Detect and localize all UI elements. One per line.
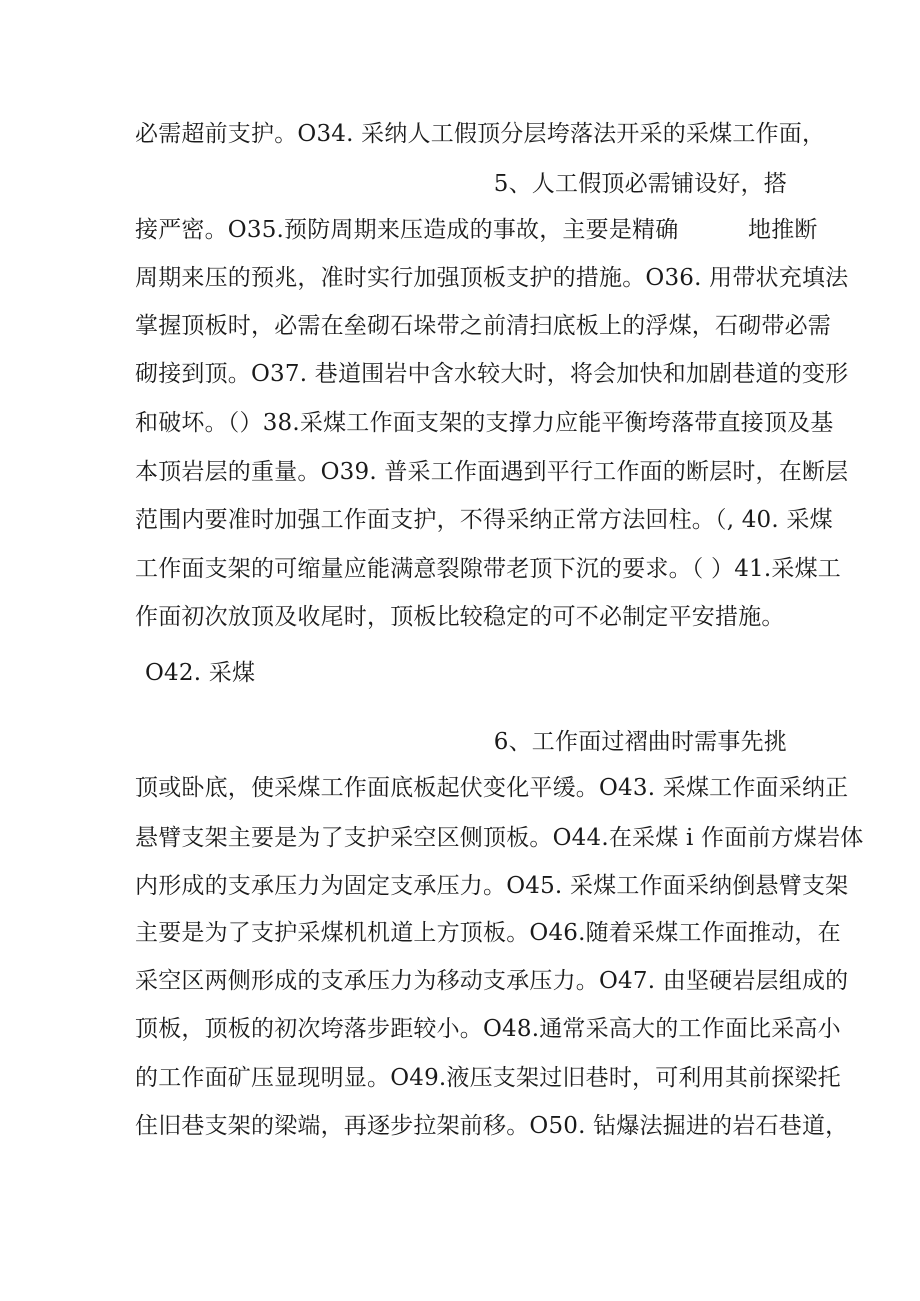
text-line-17: 主要是为了支护采煤机机道上方顶板。O46.随着采煤工作面推动，在 (135, 920, 841, 946)
text-line-9: 范围内要准时加强工作面支护，不得采纳正常方法回柱。（, 40. 采煤 (135, 507, 833, 533)
text-line-12: O42. 采煤 (145, 660, 256, 686)
text-line-5: 掌握顶板时，必需在垒砌石垛带之前清扫底板上的浮煤，石砌带必需 (135, 313, 831, 339)
text-line-2: 5、人工假顶必需铺设好，搭 (493, 171, 787, 197)
text-line-7: 和破坏。（）38.采煤工作面支架的支撑力应能平衡垮落带直接顶及基 (135, 410, 834, 436)
text-line-6: 砌接到顶。O37. 巷道围岩中含水较大时，将会加快和加剧巷道的变形 (135, 361, 849, 387)
text-line-3: 接严密。O35.预防周期来压造成的事故，主要是精确 地推断 (135, 217, 818, 243)
text-line-11: 作面初次放顶及收尾时，顶板比较稳定的可不必制定平安措施。 (135, 604, 785, 630)
text-line-16: 内形成的支承压力为固定支承压力。O45. 采煤工作面采纳倒悬臂支架 (135, 873, 849, 899)
text-line-13: 6、工作面过褶曲时需事先挑 (493, 729, 787, 755)
text-line-1: 必需超前支护。O34. 采纳人工假顶分层垮落法开采的采煤工作面， (135, 121, 826, 147)
text-line-15: 悬臂支架主要是为了支护采空区侧顶板。O44.在采煤 i 作面前方煤岩体 (135, 825, 864, 851)
text-line-10: 工作面支架的可缩量应能满意裂隙带老顶下沉的要求。（ ）41.采煤工 (135, 556, 841, 582)
text-line-19: 顶板，顶板的初次垮落步距较小。O48.通常采高大的工作面比采高小 (135, 1016, 841, 1042)
text-line-20: 的工作面矿压显现明显。O49.液压支架过旧巷时，可利用其前探梁托 (135, 1065, 841, 1091)
text-line-18: 采空区两侧形成的支承压力为移动支承压力。O47. 由坚硬岩层组成的 (135, 968, 849, 994)
text-line-4: 周期来压的预兆，准时实行加强顶板支护的措施。O36. 用带状充填法 (135, 265, 849, 291)
text-line-21: 住旧巷支架的梁端，再逐步拉架前移。O50. 钻爆法掘进的岩石巷道， (135, 1113, 849, 1139)
text-line-8: 本顶岩层的重量。O39. 普采工作面遇到平行工作面的断层时，在断层 (135, 459, 849, 485)
text-line-14: 顶或卧底，使采煤工作面底板起伏变化平缓。O43. 采煤工作面采纳正 (135, 775, 849, 801)
